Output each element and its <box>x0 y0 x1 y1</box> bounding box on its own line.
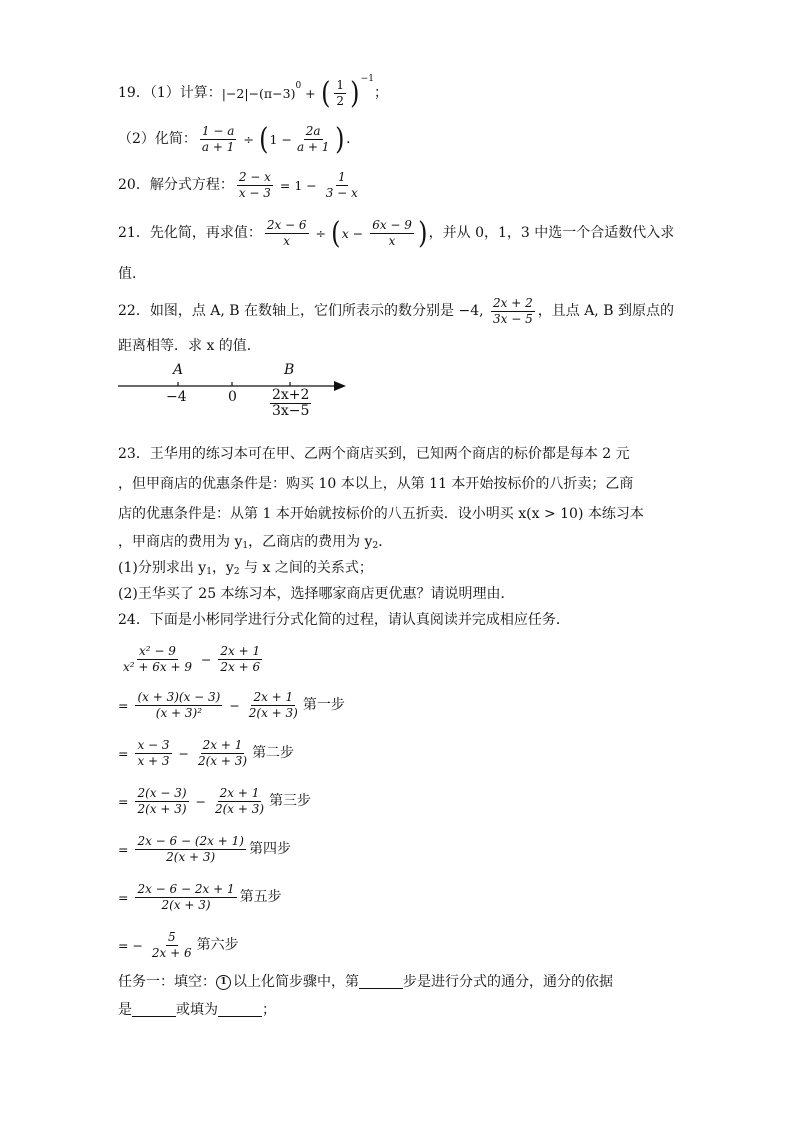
circled-number-1: 1 <box>216 975 231 990</box>
q24-task1-line1: 任务一：填空： 1 以上化简步骤中，第 步是进行分式的通分，通分的依据 <box>118 974 613 990</box>
q22-line2: 距离相等．求 x 的值． <box>118 338 261 354</box>
step1-fraction1: $\frac{(x + 3)(x - 3)}{\text{(x + 3)²}}$ <box>137 690 221 720</box>
left-paren: ( <box>320 75 331 111</box>
blank-step-number[interactable] <box>359 976 403 989</box>
q24-expr0: $\frac{\text{x² − 9}}{\text{x² + 6x + 9}}$ − $\frac{2x + 1}{2x + 6}$ <box>123 644 261 674</box>
step2-fraction2: $\frac{2x + 1}{2(x + 3)}$ <box>197 738 248 768</box>
q20-fraction2: $\frac{1}{3 - x}$ <box>325 170 358 200</box>
value-zero: 0 <box>228 389 237 405</box>
step2-fraction1: $\frac{x - 3}{x + 3}$ <box>137 738 170 768</box>
left-paren: ( <box>331 215 341 251</box>
q24-step3: = $\frac{2(x - 3)}{2(x + 3)}$ − $\frac{2x + 1}{2(x + 3)}$ 第三步 <box>118 786 312 816</box>
q19-p2-fraction2: $\frac{2a}{a + 1}$ <box>296 124 330 154</box>
q22: 22．如图，点 A, B 在数轴上，它们所表示的数分别是 −4, $\frac{2x + 2}{3x - 5}$ ，且点 A, B 到原点的 <box>118 296 674 326</box>
right-paren: ) <box>418 215 428 251</box>
right-paren: ) <box>350 75 360 111</box>
q23-line2: ，但甲商店的优惠条件是：购买 10 本以上，从第 11 本开始按标价的八折卖；乙商 <box>118 476 634 492</box>
q20-label: 20．解分式方程： <box>118 177 234 194</box>
step3-fraction1: $\frac{2(x - 3)}{2(x + 3)}$ <box>137 786 187 816</box>
q19-plus: + <box>301 86 320 101</box>
expr0-fraction1: $\frac{\text{x² − 9}}{\text{x² + 6x + 9}}$ <box>123 644 192 674</box>
step6-label: 第六步 <box>196 937 239 954</box>
q19-label: 19．（1）计算： <box>118 85 222 102</box>
q24-step4: = $\frac{2x - 6 - (2x + 1)}{2(x + 3)}$ 第四步 <box>118 834 291 864</box>
step3-fraction2: $\frac{2x + 1}{2(x + 3)}$ <box>214 786 265 816</box>
q19-p2-fraction1: $\frac{1 - a}{a + 1}$ <box>201 124 235 154</box>
step1-fraction2: $\frac{2x + 1}{2(x + 3)}$ <box>248 690 298 720</box>
number-line-axis <box>118 372 358 402</box>
value-b-fraction: $\frac{2x+2}{3x-5}$ <box>272 387 310 419</box>
q24-task1-line2: 是 或填为 ； <box>118 1002 276 1018</box>
right-paren: ) <box>335 121 345 157</box>
blank-alt-basis[interactable] <box>218 1004 262 1017</box>
number-line-figure <box>118 362 358 432</box>
q21-line2: 值． <box>118 266 146 282</box>
q23-line3: 店的优惠条件是：从第 1 本开始就按标价的八五折卖．设小明买 x(x > 10) 本练习本 <box>118 506 644 522</box>
axis-arrow-icon <box>334 381 346 391</box>
q21: 21．先化简，再求值： $\frac{2x - 6}{x}$ ÷ ( x − $\frac{6x - 9}{x}$ ) ，并从 0，1，3 中选一个合适数代入求 <box>118 215 675 251</box>
q24-step6: = − $\frac{5}{2x + 6}$ 第六步 <box>118 930 239 960</box>
step3-label: 第三步 <box>269 793 312 810</box>
q23-line1: 23．王华用的练习本可在甲、乙两个商店买到，已知两个商店的标价都是每本 2 元 <box>118 446 630 462</box>
q24-step5: = $\frac{2x - 6 - 2x + 1}{2(x + 3)}$ 第五步 <box>118 882 282 912</box>
left-paren: ( <box>259 121 269 157</box>
q22-fraction: $\frac{2x + 2}{3x - 5}$ <box>493 296 533 326</box>
q24-step1: = $\frac{(x + 3)(x - 3)}{\text{(x + 3)²}}$ − $\frac{2x + 1}{2(x + 3)}$ 第一步 <box>118 690 345 720</box>
q19-part1: 19．（1）计算： |−2|−(π−3) 0 + ( $\frac{1}{2}$ ) −1 ； <box>118 74 388 111</box>
step1-label: 第一步 <box>302 697 345 714</box>
q19-p2-label: （2）化简： <box>118 131 197 148</box>
expr0-fraction2: $\frac{2x + 1}{2x + 6}$ <box>220 644 261 674</box>
step6-fraction: $\frac{5}{2x + 6}$ <box>151 930 192 960</box>
q19-part2: （2）化简： $\frac{1 - a}{a + 1}$ ÷ ( 1 − $\frac{2a}{a + 1}$ ) ． <box>118 121 361 157</box>
point-b-label: B <box>284 362 295 378</box>
q21-fraction2: $\frac{6x - 9}{x}$ <box>372 218 412 248</box>
q24-step2: = $\frac{x - 3}{x + 3}$ − $\frac{2x + 1}{2(x + 3)}$ 第二步 <box>118 738 295 768</box>
q20-fraction1: $\frac{2 - x}{x - 3}$ <box>238 170 271 200</box>
q24-intro: 24．下面是小彬同学进行分式化简的过程，请认真阅读并完成相应任务． <box>118 612 570 628</box>
q21-fraction1: $\frac{2x - 6}{x}$ <box>266 218 307 248</box>
blank-basis[interactable] <box>132 1004 176 1017</box>
step2-label: 第二步 <box>252 745 295 762</box>
q23-sub2: (2)王华买了 25 本练习本，选择哪家商店更优惠？请说明理由． <box>118 586 515 602</box>
value-minus-4: −4 <box>166 389 187 405</box>
q19-fraction: $\frac{1}{2}$ <box>336 78 344 108</box>
q19-expr: |−2|−(π−3) <box>221 86 296 101</box>
q23-sub1: (1)分别求出 y 1 ，y 2 与 x 之间的关系式； <box>118 560 373 577</box>
q23-line4: ，甲商店的费用为 y 1 ，乙商店的费用为 y 2 ． <box>118 534 393 551</box>
q19-exp-neg1: −1 <box>360 74 374 85</box>
step5-label: 第五步 <box>239 889 282 906</box>
q21-label: 21．先化简，再求值： <box>118 225 262 242</box>
step4-label: 第四步 <box>248 841 291 858</box>
step4-fraction: $\frac{2x - 6 - (2x + 1)}{2(x + 3)}$ <box>137 834 244 864</box>
q19-exp0: 0 <box>295 81 302 92</box>
point-a-label: A <box>173 362 184 378</box>
q20: 20．解分式方程： $\frac{2 - x}{x - 3}$ = 1 − $\frac{1}{3 - x}$ <box>118 170 358 200</box>
step5-fraction: $\frac{2x - 6 - 2x + 1}{2(x + 3)}$ <box>137 882 235 912</box>
